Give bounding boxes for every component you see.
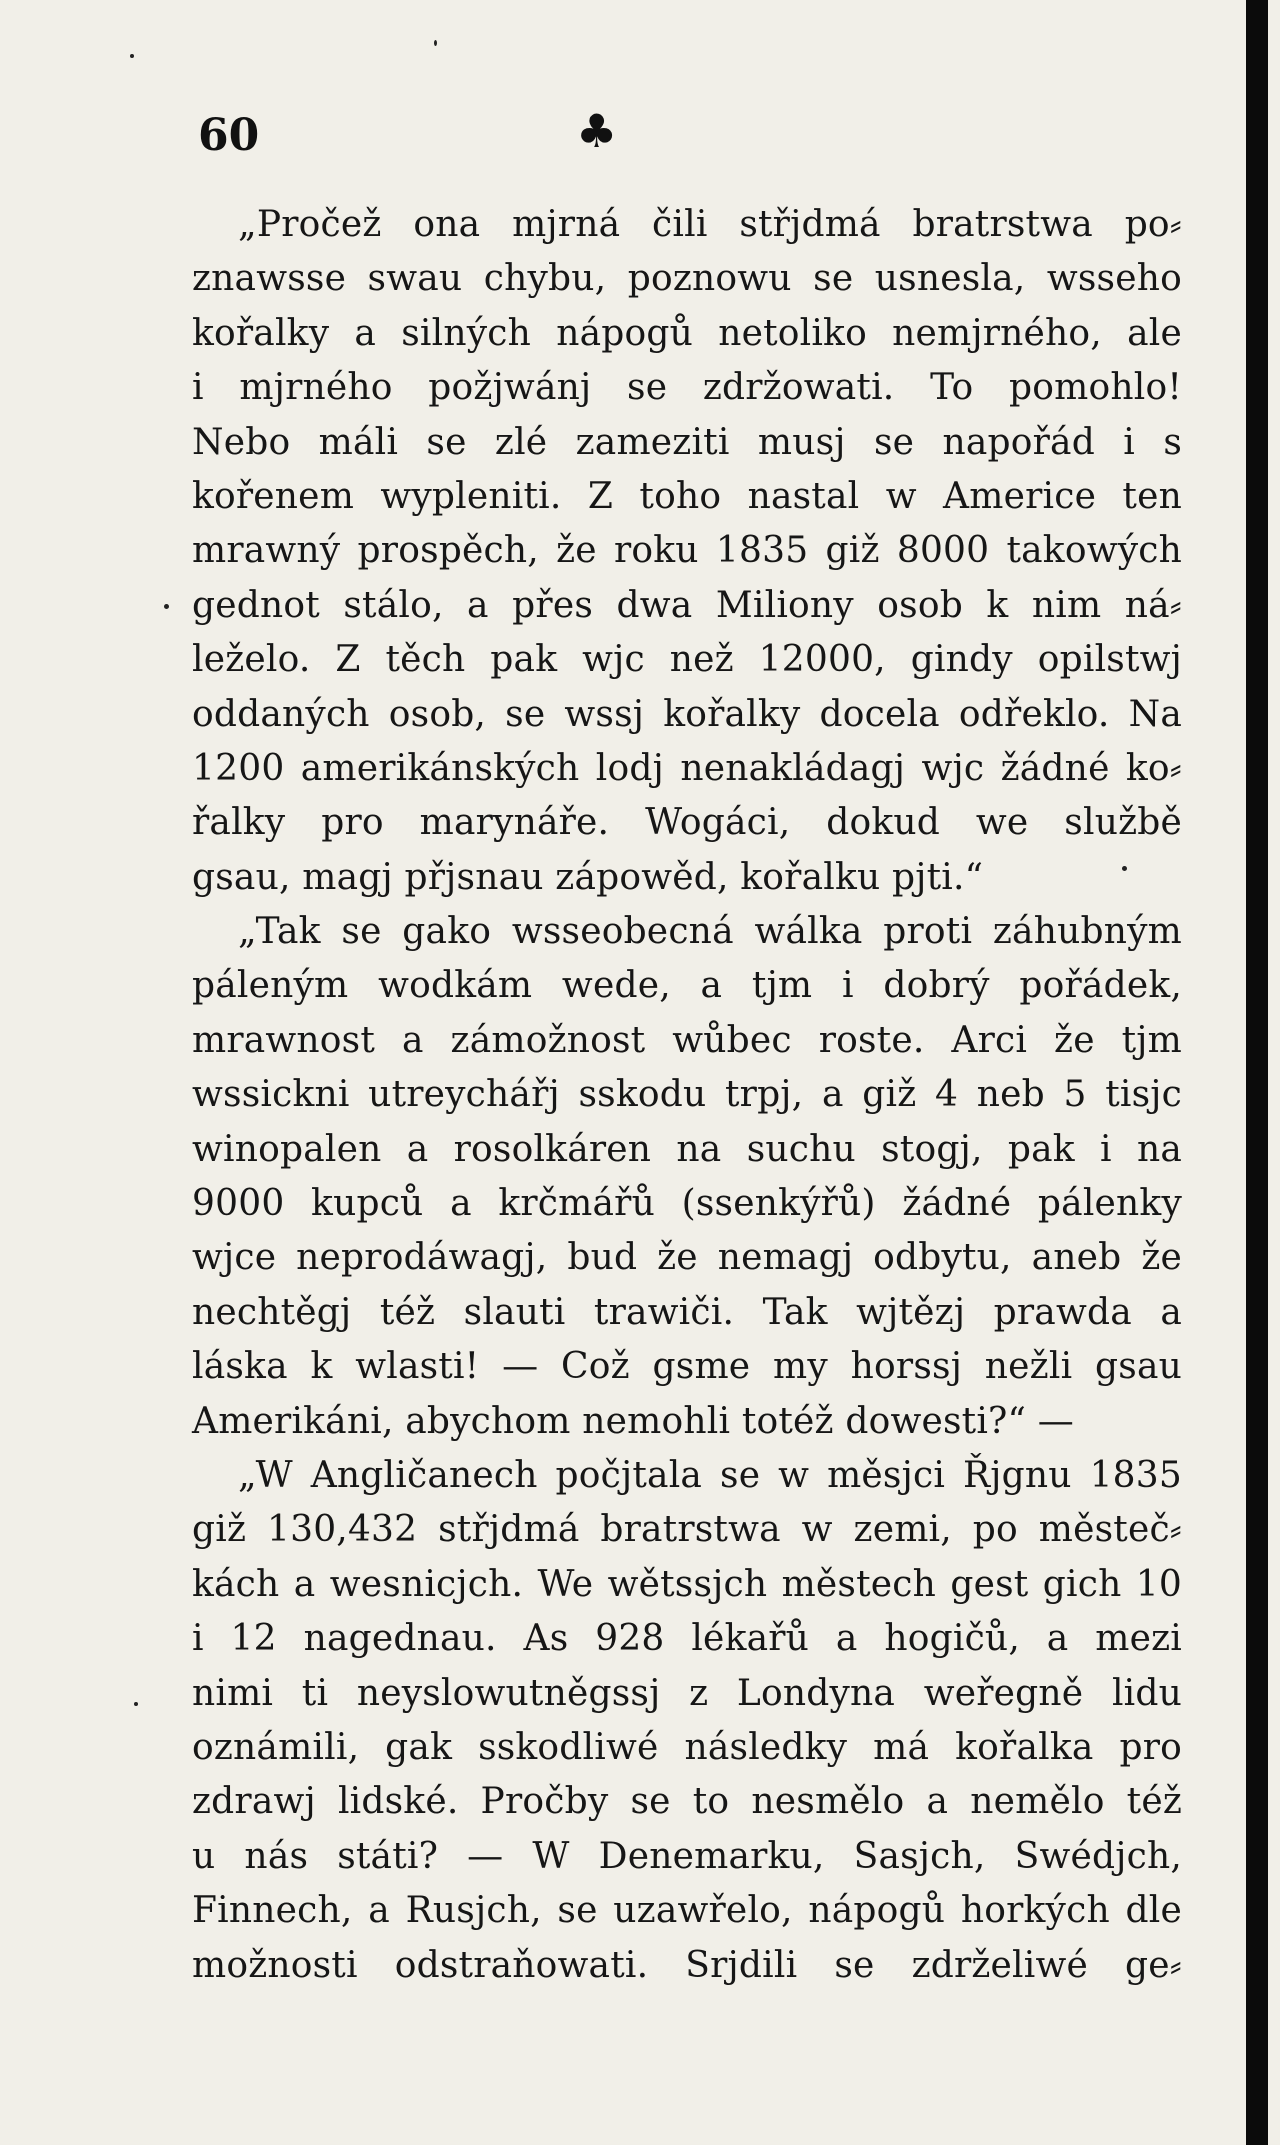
text-line: i 12 nagednau. As 928 lékařů a hogičů, a mezi [192, 1618, 1182, 1660]
text-line: wssickni utreychářj sskodu trpj, a giž 4 neb 5 tisjc [192, 1074, 1182, 1116]
text-line: páleným wodkám wede, a tjm i dobrý pořádek, [192, 965, 1182, 1007]
page-number: 60 [198, 110, 260, 161]
binding-shadow [1246, 0, 1268, 2145]
text-line: kořenem wypleniti. Z toho nastal w Americe ten [192, 475, 1182, 517]
body-text [192, 198, 1182, 1993]
text-line: 1200 amerikánských lodj nenakládagj wjc žádné ko⸗ [192, 747, 1182, 789]
text-line: winopalen a rosolkáren na suchu stogj, pak i na [192, 1128, 1182, 1170]
text-line: Finnech, a Rusjch, se uzawřelo, nápogů horkých dle [192, 1890, 1182, 1932]
text-line: oznámili, gak sskodliwé následky má kořalka pro [192, 1726, 1182, 1768]
ornament-icon: ♣ [576, 104, 618, 158]
text-line: Amerikáni, abychom nemohli totéž dowesti?“ — [192, 1400, 1074, 1442]
text-line: giž 130,432 střjdmá bratrstwa w zemi, po městeč⸗ [192, 1509, 1182, 1551]
text-line: gednot stálo, a přes dwa Miliony osob k nim ná⸗ [192, 584, 1182, 626]
paper-speck [134, 1702, 138, 1706]
text-line: i mjrného požjwánj se zdržowati. To pomohlo! [192, 367, 1182, 409]
text-line: kořalky a silných nápogů netoliko nemjrného, ale [192, 312, 1182, 354]
text-line: zdrawj lidské. Pročby se to nesmělo a nemělo též [192, 1781, 1182, 1823]
paper-speck [164, 604, 169, 609]
paper-speck [434, 40, 437, 46]
text-line: wjce neprodáwagj, bud že nemagj odbytu, aneb že [192, 1237, 1182, 1279]
text-line: kách a wesnicjch. We wětssjch městech gest gich 10 [192, 1563, 1182, 1605]
text-line: u nás státi? — W Denemarku, Sasjch, Swédjch, [192, 1835, 1182, 1877]
text-line: „Pročež ona mjrná čili střjdmá bratrstwa po⸗ [238, 204, 1182, 245]
text-line: gsau, magj přjsnau zápowěd, kořalku pjti.“ [192, 856, 984, 898]
page-edge [1232, 0, 1280, 2145]
text-line: mrawný prospěch, že roku 1835 giž 8000 takowých [192, 530, 1182, 572]
text-line: nechtěgj též slauti trawiči. Tak wjtězj prawda a [192, 1291, 1182, 1333]
text-line: znawsse swau chybu, poznowu se usnesla, wsseho [192, 258, 1182, 300]
text-line: nimi ti neyslowutněgssj z Londyna weřegně lidu [192, 1672, 1182, 1714]
text-line: 9000 kupců a krčmářů (ssenkýřů) žádné pálenky [192, 1183, 1182, 1225]
page-header [198, 104, 1112, 170]
text-line: láska k wlasti! — Což gsme my horssj nežli gsau [192, 1346, 1182, 1388]
paper-speck [1122, 866, 1127, 871]
text-line: „W Angličanech počjtala se w měsjci Řjgnu 1835 [238, 1454, 1182, 1496]
text-line: oddaných osob, se wssj kořalky docela odřeklo. Na [192, 693, 1182, 735]
text-line: „Tak se gako wsseobecná wálka proti záhubným [238, 911, 1182, 953]
paper-speck [130, 54, 134, 58]
text-line: možnosti odstraňowati. Srjdili se zdrželiwé ge⸗ [192, 1944, 1182, 1986]
text-line: Nebo máli se zlé zameziti musj se napořád i s [192, 421, 1182, 463]
text-line: mrawnost a zámožnost wůbec roste. Arci že tjm [192, 1019, 1182, 1061]
text-line: leželo. Z těch pak wjc než 12000, gindy opilstwj [192, 639, 1182, 681]
text-line: řalky pro marynáře. Wogáci, dokud we službě [192, 802, 1182, 844]
